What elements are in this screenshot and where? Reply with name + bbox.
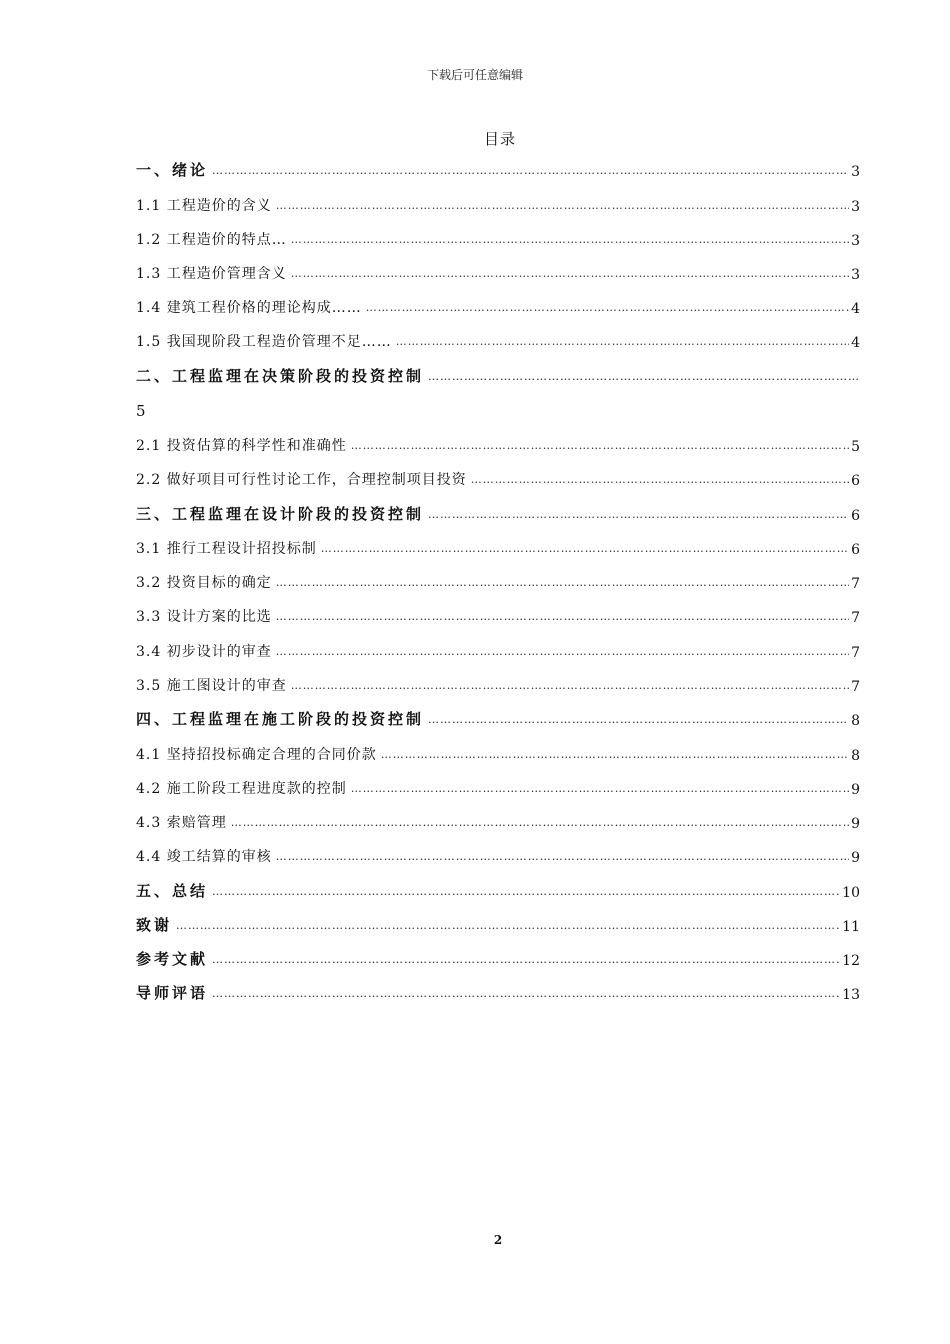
toc-entry-references[interactable] [136, 947, 860, 969]
toc-entry-page: 6 [851, 542, 860, 558]
toc-leader [291, 233, 849, 246]
toc-entry-page: 9 [851, 816, 860, 832]
toc-entry-page: 7 [851, 576, 860, 592]
toc-entry-page: 11 [842, 919, 860, 935]
toc-title: 目录 [483, 130, 516, 148]
toc-entry-label: 3.1 推行工程设计招投标制 [136, 541, 317, 557]
toc-entry-label: 4.1 坚持招投标确定合理的合同价款 [136, 747, 377, 763]
toc-leader [212, 164, 849, 177]
toc-entry-label: 3.4 初步设计的审查 [136, 644, 272, 660]
toc-entry-4-1[interactable] [136, 742, 860, 764]
toc-entry-1-2[interactable] [136, 227, 860, 249]
toc-leader [428, 370, 858, 383]
toc-entry-1-5[interactable] [136, 329, 860, 351]
toc-leader [428, 508, 849, 521]
toc-entry-page: 6 [851, 473, 860, 489]
toc-leader [396, 335, 849, 348]
toc-leader [212, 987, 840, 1000]
toc-entry-page: 4 [851, 301, 860, 317]
toc-entry-label: 1.3 工程造价管理含义 [136, 266, 287, 282]
toc-leader [231, 816, 849, 829]
toc-entry-advisor-comments[interactable] [136, 981, 860, 1003]
toc-entry-label: 一、绪论 [136, 161, 209, 179]
toc-entry-label: 五、总结 [136, 882, 209, 900]
toc-entry-page: 8 [851, 713, 860, 729]
toc-entry-2-1[interactable] [136, 433, 860, 455]
toc-entry-page: 7 [851, 610, 860, 626]
toc-entry-label: 4.2 施工阶段工程进度款的控制 [136, 781, 347, 797]
toc-leader [428, 713, 849, 726]
table-of-contents [136, 0, 860, 1344]
toc-entry-label: 二、工程监理在决策阶段的投资控制 [136, 367, 425, 385]
toc-entry-page: 7 [851, 645, 860, 661]
toc-entry-page: 9 [851, 782, 860, 798]
toc-entry-page: 4 [851, 335, 860, 351]
toc-entry-3[interactable] [136, 502, 860, 524]
toc-entry-label: 3.3 设计方案的比选 [136, 609, 272, 625]
toc-entry-1-4[interactable] [136, 295, 860, 317]
toc-leader [276, 610, 849, 623]
toc-entry-4-3[interactable] [136, 810, 860, 832]
toc-entry-4[interactable] [136, 707, 860, 729]
toc-entry-label: 1.1 工程造价的含义 [136, 198, 272, 214]
toc-entry-2-page: 5 [136, 402, 146, 420]
toc-entry-1-3[interactable] [136, 261, 860, 283]
toc-leader [212, 885, 840, 898]
toc-entry-label: 1.4 建筑工程价格的理论构成…… [136, 300, 362, 316]
toc-leader [276, 850, 849, 863]
toc-entry-4-2[interactable] [136, 776, 860, 798]
toc-entry-page: 5 [851, 439, 860, 455]
toc-entry-3-5[interactable] [136, 673, 860, 695]
toc-leader [276, 576, 849, 589]
toc-leader [321, 542, 849, 555]
toc-entry-page: 7 [851, 679, 860, 695]
toc-entry-2[interactable] [136, 364, 860, 386]
page-number: 2 [493, 1233, 503, 1247]
toc-leader [212, 953, 840, 966]
toc-entry-1[interactable] [136, 158, 860, 180]
toc-entry-label: 2.1 投资估算的科学性和准确性 [136, 438, 347, 454]
toc-leader [351, 782, 849, 795]
toc-leader [291, 267, 849, 280]
toc-entry-page: 10 [842, 885, 860, 901]
header-note: 下载后可任意编辑 [426, 68, 523, 82]
toc-entry-page: 8 [851, 748, 860, 764]
toc-entry-label: 3.2 投资目标的确定 [136, 575, 272, 591]
toc-entry-page: 3 [851, 164, 860, 180]
toc-leader [366, 301, 849, 314]
toc-entry-page: 9 [851, 850, 860, 866]
toc-entry-4-4[interactable] [136, 844, 860, 866]
toc-entry-label: 三、工程监理在设计阶段的投资控制 [136, 505, 425, 523]
toc-entry-page: 12 [842, 953, 860, 969]
toc-entry-page: 3 [851, 233, 860, 249]
toc-entry-label: 1.5 我国现阶段工程造价管理不足…… [136, 334, 392, 350]
toc-leader [381, 748, 849, 761]
toc-leader [471, 473, 849, 486]
toc-entry-label: 4.3 索赔管理 [136, 815, 227, 831]
toc-entry-label: 导师评语 [136, 984, 209, 1002]
toc-entry-5[interactable] [136, 879, 860, 901]
toc-entry-label: 参考文献 [136, 950, 209, 968]
toc-entry-label: 3.5 施工图设计的审查 [136, 678, 287, 694]
toc-entry-3-3[interactable] [136, 604, 860, 626]
toc-entry-3-1[interactable] [136, 536, 860, 558]
toc-leader [276, 199, 849, 212]
toc-leader [291, 679, 849, 692]
toc-entry-acknowledgements[interactable] [136, 913, 860, 935]
toc-entry-page: 3 [851, 267, 860, 283]
toc-entry-3-4[interactable] [136, 639, 860, 661]
toc-entry-1-1[interactable] [136, 193, 860, 215]
toc-entry-2-2[interactable] [136, 467, 860, 489]
toc-entry-label: 2.2 做好项目可行性讨论工作，合理控制项目投资 [136, 472, 467, 488]
toc-leader [276, 645, 849, 658]
toc-entry-page: 6 [851, 508, 860, 524]
toc-entry-page: 13 [842, 987, 860, 1003]
toc-entry-label: 1.2 工程造价的特点… [136, 232, 287, 248]
toc-leader [351, 439, 849, 452]
toc-entry-label: 四、工程监理在施工阶段的投资控制 [136, 710, 425, 728]
toc-leader [176, 919, 840, 932]
toc-entry-3-2[interactable] [136, 570, 860, 592]
toc-entry-label: 4.4 竣工结算的审核 [136, 849, 272, 865]
toc-entry-label: 致谢 [136, 916, 173, 934]
toc-entry-page: 3 [851, 199, 860, 215]
